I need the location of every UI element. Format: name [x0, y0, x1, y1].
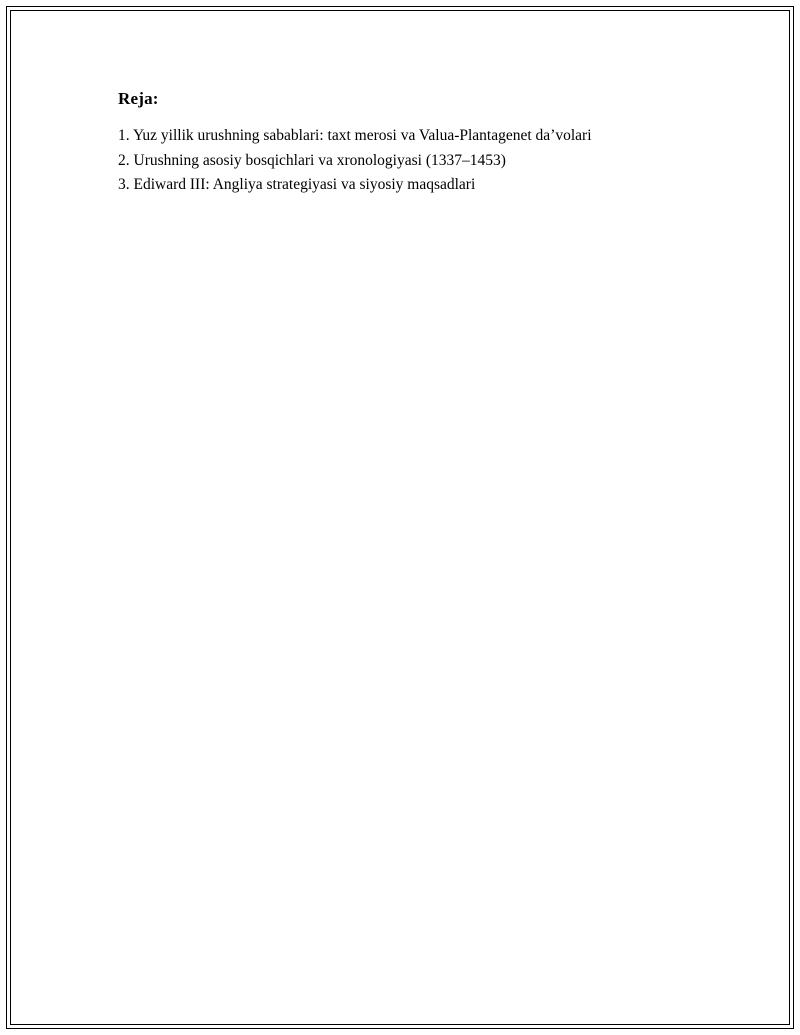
document-content [118, 88, 710, 198]
page-title: Reja: [118, 89, 159, 108]
list-item-number: 1. [118, 127, 130, 144]
list-item-label: Urushning asosiy bosqichlari va xronologiyasi (1337–1453) [133, 151, 506, 169]
list-item [118, 173, 710, 198]
list-item-number: 3. [118, 176, 130, 193]
list-item-number: 2. [118, 151, 130, 169]
list-item-label: Yuz yillik urushning sabablari: taxt merosi va Valua-Plantagenet da’volari [132, 127, 592, 144]
list-item-label: Ediward III: Angliya strategiyasi va siyosiy maqsadlari [133, 176, 476, 193]
outline-list [118, 124, 710, 198]
list-item [118, 149, 710, 174]
list-item [118, 124, 710, 149]
